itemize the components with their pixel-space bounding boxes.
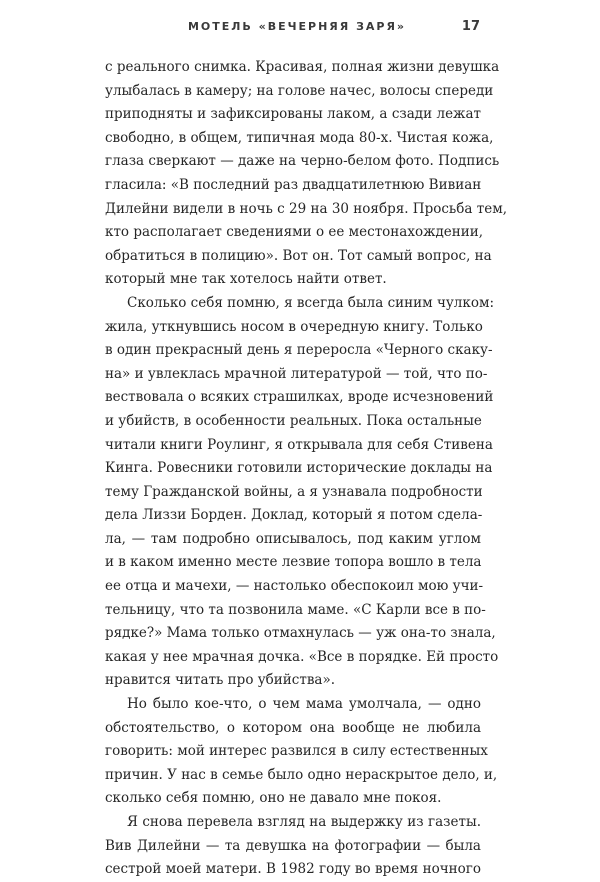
text-line: вествовала о всяких страшилках, вроде исчезновений [105, 389, 494, 406]
body-text [105, 56, 507, 882]
page-number: 17 [461, 19, 480, 34]
text-line: гласила: «В последний раз двадцатилетнюю Вивиан [105, 176, 482, 193]
text-line: тему Гражданской войны, а я узнавала подробности [105, 483, 483, 500]
text-line: Я снова перевела взгляд на выдержку из газеты. [127, 814, 481, 830]
text-line: дела Лиззи Борден. Доклад, который я потом сдела- [105, 507, 483, 524]
text-line: с реального снимка. Красивая, полная жизни девушка [105, 59, 500, 75]
text-line: жила, уткнувшись носом в очередную книгу. Только [105, 318, 483, 335]
text-line: который мне так хотелось найти ответ. [105, 271, 387, 288]
text-line: какая у нее мрачная дочка. «Все в порядке. Ей просто [105, 648, 499, 665]
text-line: в один прекрасный день я переросла «Черного скаку- [105, 342, 493, 359]
text-line: Дилейни видели в ночь с 29 на 30 ноября. Просьба тем, [105, 200, 507, 217]
text-line: на» и увлеклась мрачной литературой — той, что по- [105, 365, 488, 382]
text-line: свободно, в общем, типичная мода 80-х. Чистая кожа, [105, 129, 494, 146]
paragraph [105, 811, 481, 882]
paragraph [105, 292, 499, 693]
text-line: и в каком именно месте лезвие топора вошло в тела [105, 554, 482, 571]
text-line: говорить: мой интерес развился в силу естественных [105, 743, 488, 760]
text-line: сколько себя помню, оно не давало мне покоя. [105, 790, 442, 807]
text-line: обстоятельство, о котором она вообще не любила [105, 719, 481, 736]
text-line: тельницу, что та позвонила маме. «С Карли все в по- [105, 601, 486, 618]
text-line: нравится читать про убийства». [105, 672, 336, 689]
running-header [0, 17, 600, 37]
text-line: приподняты и зафиксированы лаком, а сзади лежат [105, 106, 481, 123]
paragraph [105, 693, 498, 811]
text-line: читали книги Роулинг, я открывала для себя Стивена [105, 436, 493, 453]
text-line: кто располагает сведениями о ее местонахождении, [105, 224, 484, 241]
text-line: Вив Дилейни — та девушка на фотографии — была [105, 837, 481, 854]
text-line: Но было кое-что, о чем мама умолчала, — одно [127, 696, 481, 713]
text-line: обратиться в полицию». Вот он. Тот самый вопрос, на [105, 247, 492, 264]
paragraph [105, 56, 507, 292]
text-line: рядке?» Мама только отмахнулась — уж она-то знала, [105, 625, 496, 642]
text-line: Кинга. Ровесники готовили исторические доклады на [105, 460, 493, 477]
running-title: МОТЕЛЬ «ВЕЧЕРНЯЯ ЗАРЯ» [187, 20, 407, 33]
text-line: сестрой моей матери. В 1982 году во время ночного [105, 861, 481, 878]
text-line: ее отца и мачехи, — настолько обеспокоил мою учи- [105, 578, 484, 595]
text-line: глаза сверкают — даже на черно-белом фото. Подпись [105, 153, 500, 170]
text-line: и убийств, в особенности реальных. Пока остальные [105, 412, 482, 429]
text-line: улыбалась в камеру; на голове начес, волосы спереди [105, 82, 494, 99]
text-line: ла, — там подробно описывалось, под каким углом [105, 530, 481, 547]
text-line: Сколько себя помню, я всегда была синим чулком: [127, 294, 494, 311]
text-line: причин. У нас в семье было одно нераскрытое дело, и, [105, 766, 498, 783]
